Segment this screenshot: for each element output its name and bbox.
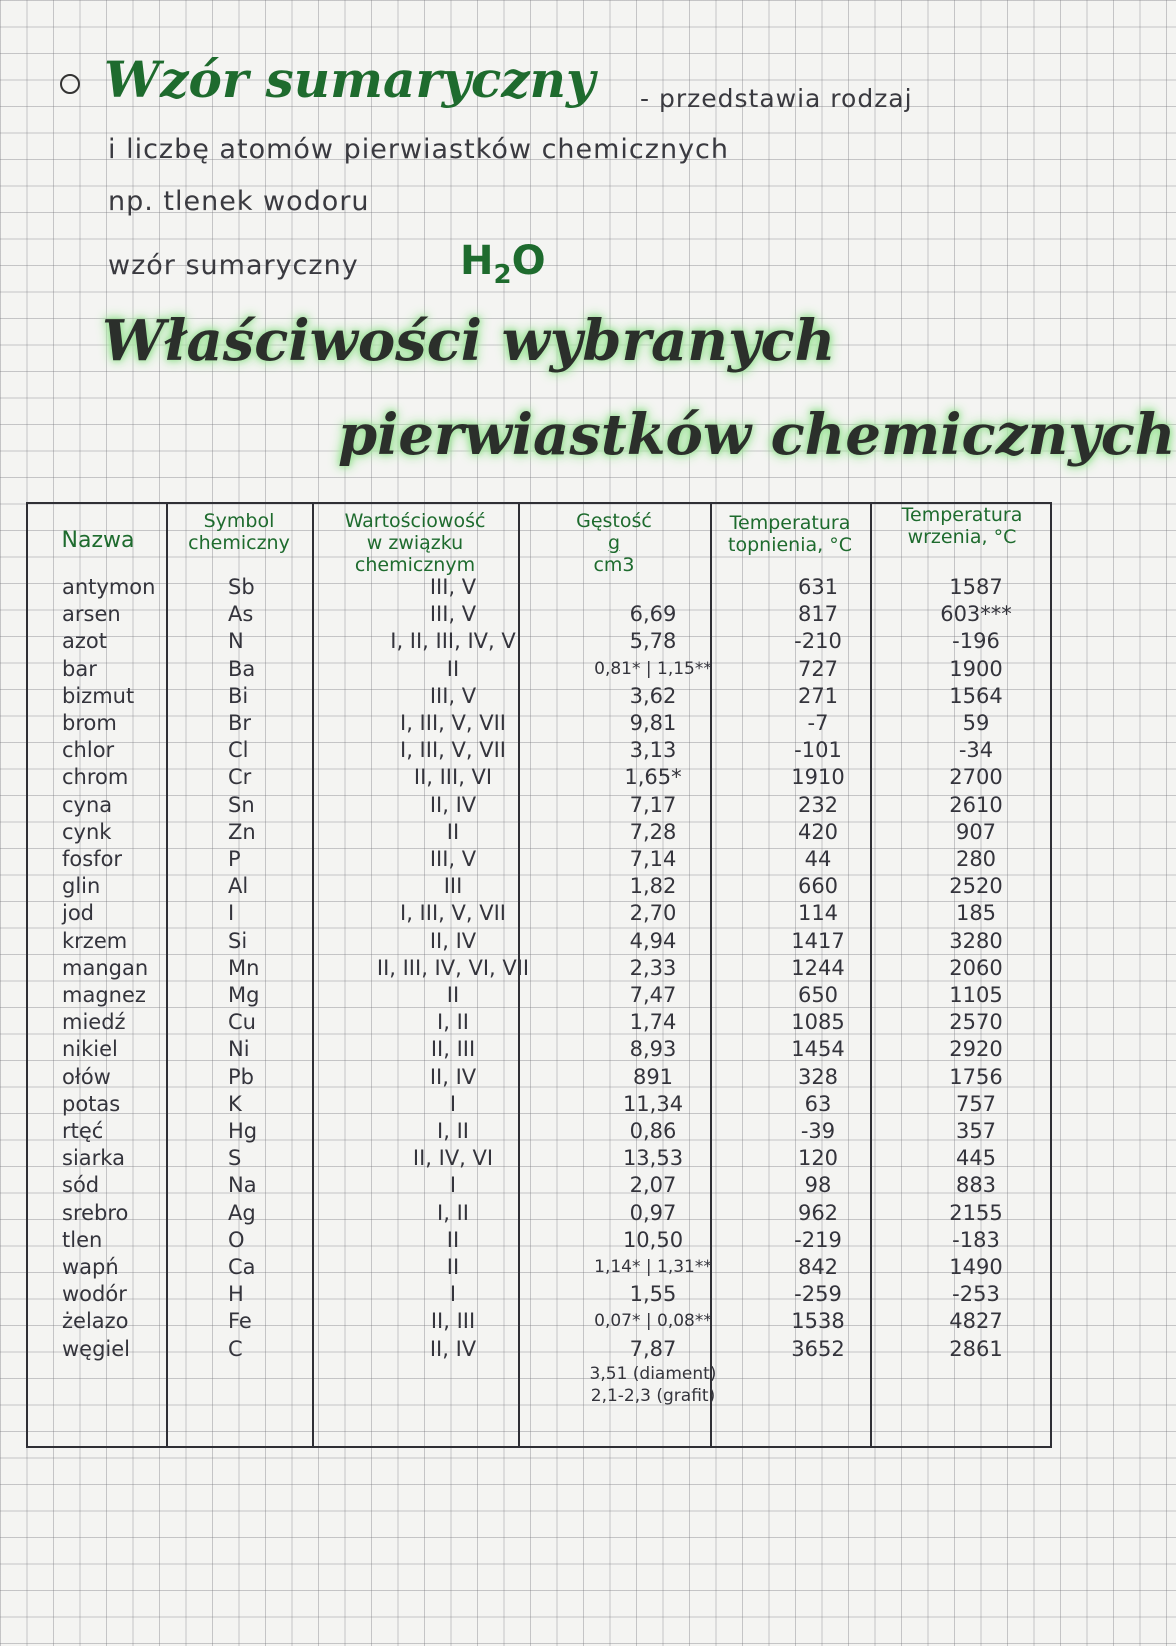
element-name: miedź [62, 1010, 126, 1035]
element-name: srebro [62, 1200, 129, 1225]
element-melting-point: 962 [797, 1200, 839, 1225]
header-symbol-line-2: chemiczny [188, 532, 290, 554]
element-name: wodór [62, 1282, 127, 1307]
element-boiling-point: 2155 [949, 1200, 1003, 1225]
element-melting-point: -259 [794, 1282, 842, 1307]
element-name: krzem [62, 928, 128, 953]
element-valence: II, III [430, 1037, 476, 1062]
header-boiling-line-2: wrzenia, °C [907, 526, 1017, 548]
element-boiling-point: 1490 [949, 1255, 1003, 1279]
element-melting-point: 3652 [791, 1336, 845, 1361]
element-boiling-point: 1756 [949, 1064, 1003, 1089]
element-melting-point: 1454 [791, 1037, 845, 1062]
element-valence: II [446, 1227, 460, 1252]
element-valence: II, III, IV, VI, VII [376, 955, 530, 980]
element-melting-point: 1910 [791, 765, 845, 790]
element-melting-point: 120 [797, 1146, 839, 1171]
element-name: bar [62, 656, 97, 681]
element-density: 1,65* [624, 765, 682, 790]
element-valence: I [449, 1282, 457, 1307]
element-melting-point: -39 [800, 1119, 836, 1143]
element-density: 5,78 [629, 629, 677, 654]
element-density: 0,07* | 0,08** [594, 1311, 712, 1332]
element-name: cyna [62, 792, 113, 817]
element-melting-point: 328 [797, 1064, 839, 1089]
element-melting-point: 727 [797, 656, 839, 681]
element-name: wapń [62, 1255, 119, 1279]
element-valence: I, II [437, 1200, 469, 1225]
element-boiling-point: 2920 [949, 1037, 1003, 1062]
element-melting-point: 660 [797, 874, 839, 899]
element-valence: II, IV, VI [412, 1146, 494, 1171]
element-symbol: Sb [228, 575, 255, 599]
element-symbol: Cu [228, 1010, 256, 1035]
bullet-point [60, 74, 80, 94]
element-melting-point: 271 [797, 683, 839, 708]
header-valence [316, 510, 514, 576]
element-valence: II, IV [429, 1336, 477, 1361]
element-density: 7,28 [629, 819, 677, 844]
element-name: cynk [62, 819, 112, 844]
element-name: chrom [62, 765, 129, 790]
element-valence: I, II, III, IV, V [390, 629, 516, 654]
element-symbol: Na [228, 1173, 257, 1198]
example-line: np. tlenek wodoru [108, 186, 370, 217]
element-symbol: P [228, 847, 241, 871]
formula-tail: O [511, 238, 546, 284]
element-boiling-point: -253 [952, 1282, 1000, 1307]
element-symbol: C [228, 1336, 243, 1361]
column-divider [312, 504, 314, 1446]
element-symbol: Cr [228, 765, 252, 790]
element-valence: I, III, V, VII [400, 738, 506, 763]
element-density-extra: 2,1-2,3 (grafit) [590, 1385, 716, 1406]
element-boiling-point: 185 [955, 901, 997, 926]
element-density: 1,14* | 1,31** [594, 1257, 712, 1277]
element-name: azot [62, 629, 107, 654]
element-melting-point: 420 [797, 819, 839, 844]
element-density: 3,13 [629, 738, 677, 763]
element-valence: II [446, 1255, 460, 1279]
element-density: 7,17 [629, 792, 677, 817]
element-symbol: Hg [228, 1119, 258, 1143]
element-symbol: As [228, 602, 254, 627]
element-name: siarka [62, 1146, 125, 1171]
element-boiling-point: 2520 [949, 874, 1003, 899]
header-boiling-line-1: Temperatura [901, 504, 1023, 526]
element-name: żelazo [62, 1309, 129, 1334]
element-boiling-point: 280 [955, 847, 997, 871]
element-name: chlor [62, 738, 115, 763]
element-boiling-point: 1105 [949, 983, 1003, 1007]
element-valence: III, V [429, 683, 477, 708]
element-valence: II [446, 656, 460, 681]
element-melting-point: -101 [794, 738, 842, 763]
element-valence: III [443, 874, 463, 899]
element-valence: III, V [429, 602, 477, 627]
formula-label: wzór sumaryczny [108, 250, 359, 281]
element-melting-point: 817 [797, 602, 839, 627]
element-name: tlen [62, 1227, 103, 1252]
element-melting-point: -219 [794, 1227, 842, 1252]
element-name: węgiel [62, 1336, 131, 1361]
element-density: 6,69 [629, 602, 677, 627]
element-density: 891 [632, 1064, 674, 1089]
element-boiling-point: 2060 [949, 955, 1003, 980]
element-melting-point: 1085 [791, 1010, 845, 1035]
element-density: 2,33 [629, 955, 677, 980]
element-melting-point: 63 [804, 1091, 832, 1116]
element-density: 4,94 [629, 928, 677, 953]
element-boiling-point: 3280 [949, 928, 1003, 953]
element-symbol: Pb [228, 1064, 254, 1089]
element-symbol: K [228, 1091, 242, 1116]
element-boiling-point: 603*** [940, 602, 1012, 627]
element-density: 7,14 [629, 847, 677, 871]
element-valence: II, III [430, 1309, 476, 1334]
element-melting-point: 650 [797, 983, 839, 1007]
element-boiling-point: 2700 [949, 765, 1003, 790]
element-density-extra: 3,51 (diament) [589, 1363, 717, 1384]
element-symbol: Ag [228, 1200, 256, 1225]
element-name: mangan [62, 955, 149, 980]
element-boiling-point: 1564 [949, 683, 1003, 708]
element-valence: I [449, 1091, 457, 1116]
element-name: antymon [62, 575, 156, 599]
definition-part-2: i liczbę atomów pierwiastków chemicznych [108, 134, 730, 165]
element-melting-point: 44 [804, 847, 832, 871]
element-melting-point: 1244 [791, 955, 845, 980]
header-symbol [170, 510, 308, 554]
water-formula [460, 238, 546, 290]
header-symbol-line-1: Symbol [203, 510, 275, 532]
element-melting-point: 98 [804, 1173, 832, 1198]
element-symbol: I [228, 901, 235, 926]
header-name: Nazwa [61, 528, 135, 553]
header-melting-line-1: Temperatura [729, 512, 851, 534]
element-symbol: Zn [228, 819, 256, 844]
element-name: fosfor [62, 847, 123, 871]
element-symbol: Fe [228, 1309, 252, 1334]
element-density: 8,93 [629, 1037, 677, 1062]
element-valence: II, III, VI [413, 765, 493, 790]
element-melting-point: 631 [797, 575, 839, 599]
element-name: arsen [62, 602, 121, 627]
element-density: 10,50 [622, 1227, 684, 1252]
element-boiling-point: 907 [955, 819, 997, 844]
element-density: 13,53 [622, 1146, 684, 1171]
element-symbol: Cl [228, 738, 249, 763]
element-symbol: Br [228, 711, 252, 735]
element-symbol: S [228, 1146, 242, 1171]
element-name: bizmut [62, 683, 135, 708]
element-boiling-point: 883 [955, 1173, 997, 1198]
element-density: 0,86 [629, 1119, 677, 1143]
element-valence: I, II [437, 1010, 469, 1035]
element-melting-point: 1538 [791, 1309, 845, 1334]
element-name: ołów [62, 1064, 111, 1089]
section-title-line-2: pierwiastków chemicznych [338, 402, 1176, 468]
element-boiling-point: -183 [952, 1227, 1000, 1252]
element-symbol: Si [228, 928, 248, 953]
element-boiling-point: 59 [962, 711, 990, 735]
element-symbol: Al [228, 874, 249, 899]
element-density: 2,07 [629, 1173, 677, 1198]
element-boiling-point: 4827 [949, 1309, 1003, 1334]
element-symbol: Sn [228, 792, 255, 817]
element-symbol: N [228, 629, 244, 654]
element-valence: II [446, 819, 460, 844]
element-density: 0,81* | 1,15** [594, 658, 712, 679]
element-symbol: Mn [228, 955, 260, 980]
element-valence: I, II [437, 1119, 469, 1143]
element-symbol: Bi [228, 683, 249, 708]
element-melting-point: 842 [797, 1255, 839, 1279]
element-density: 7,87 [629, 1336, 677, 1361]
element-density: 7,47 [629, 983, 677, 1007]
element-melting-point: 114 [797, 901, 839, 926]
element-name: potas [62, 1091, 121, 1116]
element-density: 3,62 [629, 683, 677, 708]
properties-table [26, 502, 1052, 1448]
element-boiling-point: 2570 [949, 1010, 1003, 1035]
header-density-line-1: Gęstość [576, 510, 652, 532]
element-boiling-point: 2610 [949, 792, 1003, 817]
element-name: nikiel [62, 1037, 118, 1062]
element-density: 1,82 [629, 874, 677, 899]
formula-base: H [460, 238, 494, 284]
header-valence-line-2: w związku [366, 532, 464, 554]
element-valence: III, V [429, 847, 477, 871]
formula-subscript: 2 [493, 260, 512, 290]
element-name: rtęć [62, 1119, 104, 1143]
element-symbol: H [228, 1282, 244, 1307]
element-valence: III, V [429, 575, 477, 599]
element-boiling-point: 357 [955, 1119, 997, 1143]
element-symbol: O [228, 1227, 245, 1252]
element-symbol: Ni [228, 1037, 250, 1062]
element-symbol: Ca [228, 1255, 256, 1279]
element-boiling-point: 1900 [949, 656, 1003, 681]
element-density: 9,81 [629, 711, 677, 735]
element-valence: II [446, 983, 460, 1007]
element-boiling-point: -34 [958, 738, 994, 763]
element-valence: I, III, V, VII [400, 711, 506, 735]
element-density: 2,70 [629, 901, 677, 926]
element-valence: II, IV [429, 928, 477, 953]
element-density: 11,34 [622, 1091, 684, 1116]
element-valence: II, IV [429, 1064, 477, 1089]
header-boiling [874, 504, 1050, 548]
element-name: jod [62, 901, 95, 926]
element-boiling-point: 2861 [949, 1336, 1003, 1361]
element-name: glin [62, 874, 101, 899]
element-density: 1,74 [629, 1010, 677, 1035]
element-density: 0,97 [629, 1200, 677, 1225]
element-valence: I, III, V, VII [400, 901, 506, 926]
header-valence-line-1: Wartościowość [344, 510, 486, 532]
element-melting-point: -210 [794, 629, 842, 654]
element-melting-point: -7 [807, 711, 829, 735]
element-boiling-point: 445 [955, 1146, 997, 1171]
element-name: sód [62, 1173, 100, 1198]
element-density: 1,55 [629, 1282, 677, 1307]
element-symbol: Ba [228, 656, 256, 681]
element-name: magnez [62, 983, 146, 1007]
element-boiling-point: -196 [952, 629, 1000, 654]
element-name: brom [62, 711, 117, 735]
element-symbol: Mg [228, 983, 260, 1007]
element-melting-point: 232 [797, 792, 839, 817]
definition-part-1: - przedstawia rodzaj [640, 84, 913, 113]
header-valence-line-3: chemicznym [354, 554, 476, 576]
header-melting [714, 512, 866, 556]
heading-formula: Wzór sumaryczny [104, 50, 596, 109]
element-boiling-point: 1587 [949, 575, 1003, 599]
header-density [522, 510, 706, 576]
element-melting-point: 1417 [791, 928, 845, 953]
element-valence: I [449, 1173, 457, 1198]
element-valence: II, IV [429, 792, 477, 817]
section-title-line-1: Właściwości wybranych [102, 308, 836, 374]
header-melting-line-2: topnienia, °C [728, 534, 852, 556]
header-density-unit-bottom: cm3 [593, 554, 635, 576]
header-density-unit-top: g [607, 532, 621, 554]
element-boiling-point: 757 [955, 1091, 997, 1116]
